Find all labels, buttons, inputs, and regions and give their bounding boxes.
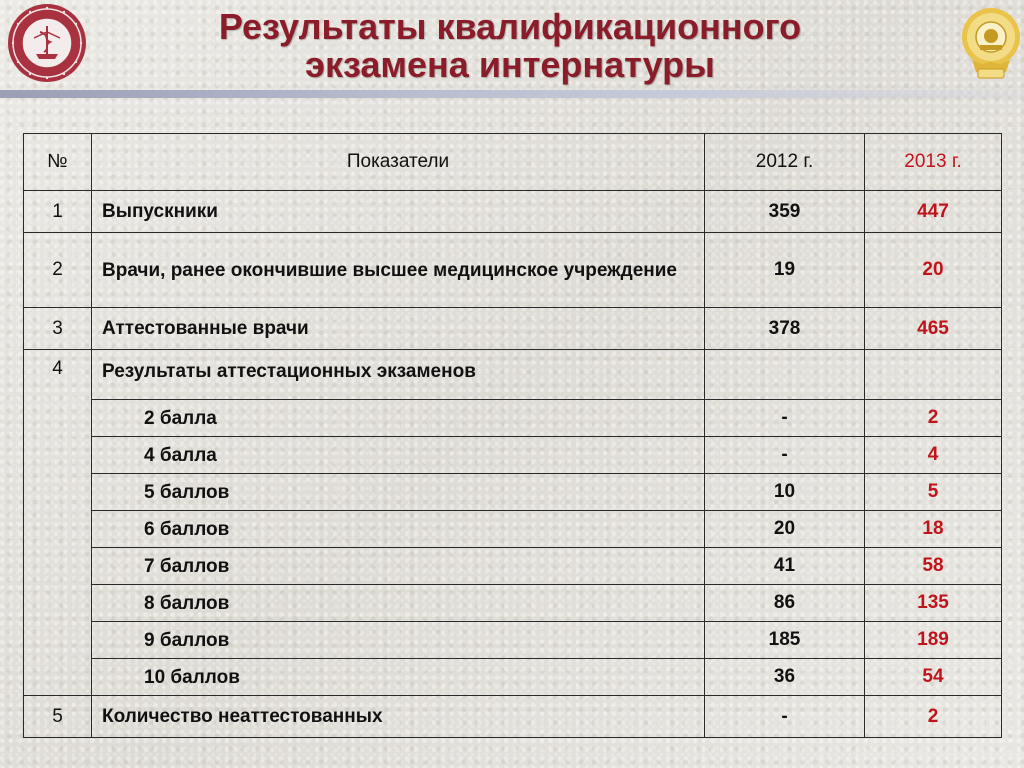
row-label: 9 баллов (92, 622, 705, 659)
row-label: 6 баллов (92, 511, 705, 548)
value-2012: 10 (705, 474, 865, 511)
value-2013: 2 (865, 400, 1002, 437)
row-label: Выпускники (92, 191, 705, 233)
row-number: 2 (24, 233, 92, 308)
table-row (24, 437, 1002, 474)
row-label: 8 баллов (92, 585, 705, 622)
row-label: 7 баллов (92, 548, 705, 585)
value-2013: 447 (865, 191, 1002, 233)
table-row (24, 474, 1002, 511)
table-row (24, 585, 1002, 622)
row-number (24, 585, 92, 622)
row-label: Результаты аттестационных экзаменов (92, 350, 705, 400)
value-2013: 5 (865, 474, 1002, 511)
page-title (110, 8, 910, 84)
value-2013: 18 (865, 511, 1002, 548)
value-2013: 4 (865, 437, 1002, 474)
value-2012: - (705, 400, 865, 437)
value-2013: 465 (865, 308, 1002, 350)
row-label: Врачи, ранее окончившие высшее медицинское учреждение (92, 233, 705, 308)
title-line-2: экзамена интернатуры (305, 44, 715, 85)
row-number (24, 400, 92, 437)
row-number (24, 659, 92, 696)
value-2013: 20 (865, 233, 1002, 308)
table-row (24, 400, 1002, 437)
row-label: Количество неаттестованных (92, 696, 705, 738)
table-row (24, 622, 1002, 659)
value-2012: 86 (705, 585, 865, 622)
title-line-1: Результаты квалификационного (218, 6, 802, 47)
row-number: 4 (24, 350, 92, 400)
value-2012: 378 (705, 308, 865, 350)
value-2012 (705, 350, 865, 400)
table-row (24, 696, 1002, 738)
table-row (24, 511, 1002, 548)
results-table-container (23, 133, 1001, 738)
value-2013 (865, 350, 1002, 400)
table-header-row (24, 134, 1002, 191)
value-2013: 58 (865, 548, 1002, 585)
row-label: 4 балла (92, 437, 705, 474)
table-row (24, 659, 1002, 696)
table-row (24, 233, 1002, 308)
row-number: 5 (24, 696, 92, 738)
results-table (23, 133, 1002, 738)
row-number (24, 511, 92, 548)
university-seal-icon (6, 2, 88, 84)
header-year-2012: 2012 г. (705, 134, 865, 191)
row-number (24, 622, 92, 659)
row-label: 5 баллов (92, 474, 705, 511)
row-number (24, 548, 92, 585)
row-label: Аттестованные врачи (92, 308, 705, 350)
value-2013: 2 (865, 696, 1002, 738)
value-2013: 189 (865, 622, 1002, 659)
award-medal-icon (960, 6, 1022, 82)
value-2012: 185 (705, 622, 865, 659)
value-2012: - (705, 437, 865, 474)
table-row (24, 350, 1002, 400)
header-divider (0, 90, 1024, 98)
row-number: 1 (24, 191, 92, 233)
value-2012: 36 (705, 659, 865, 696)
header-num: № (24, 134, 92, 191)
value-2012: 359 (705, 191, 865, 233)
value-2012: 41 (705, 548, 865, 585)
value-2012: - (705, 696, 865, 738)
table-row (24, 548, 1002, 585)
value-2012: 20 (705, 511, 865, 548)
value-2013: 135 (865, 585, 1002, 622)
row-number (24, 437, 92, 474)
table-row (24, 191, 1002, 233)
row-label: 2 балла (92, 400, 705, 437)
table-row (24, 308, 1002, 350)
row-number (24, 474, 92, 511)
value-2012: 19 (705, 233, 865, 308)
header-year-2013: 2013 г. (865, 134, 1002, 191)
header-indicator: Показатели (92, 134, 705, 191)
row-number: 3 (24, 308, 92, 350)
row-label: 10 баллов (92, 659, 705, 696)
value-2013: 54 (865, 659, 1002, 696)
